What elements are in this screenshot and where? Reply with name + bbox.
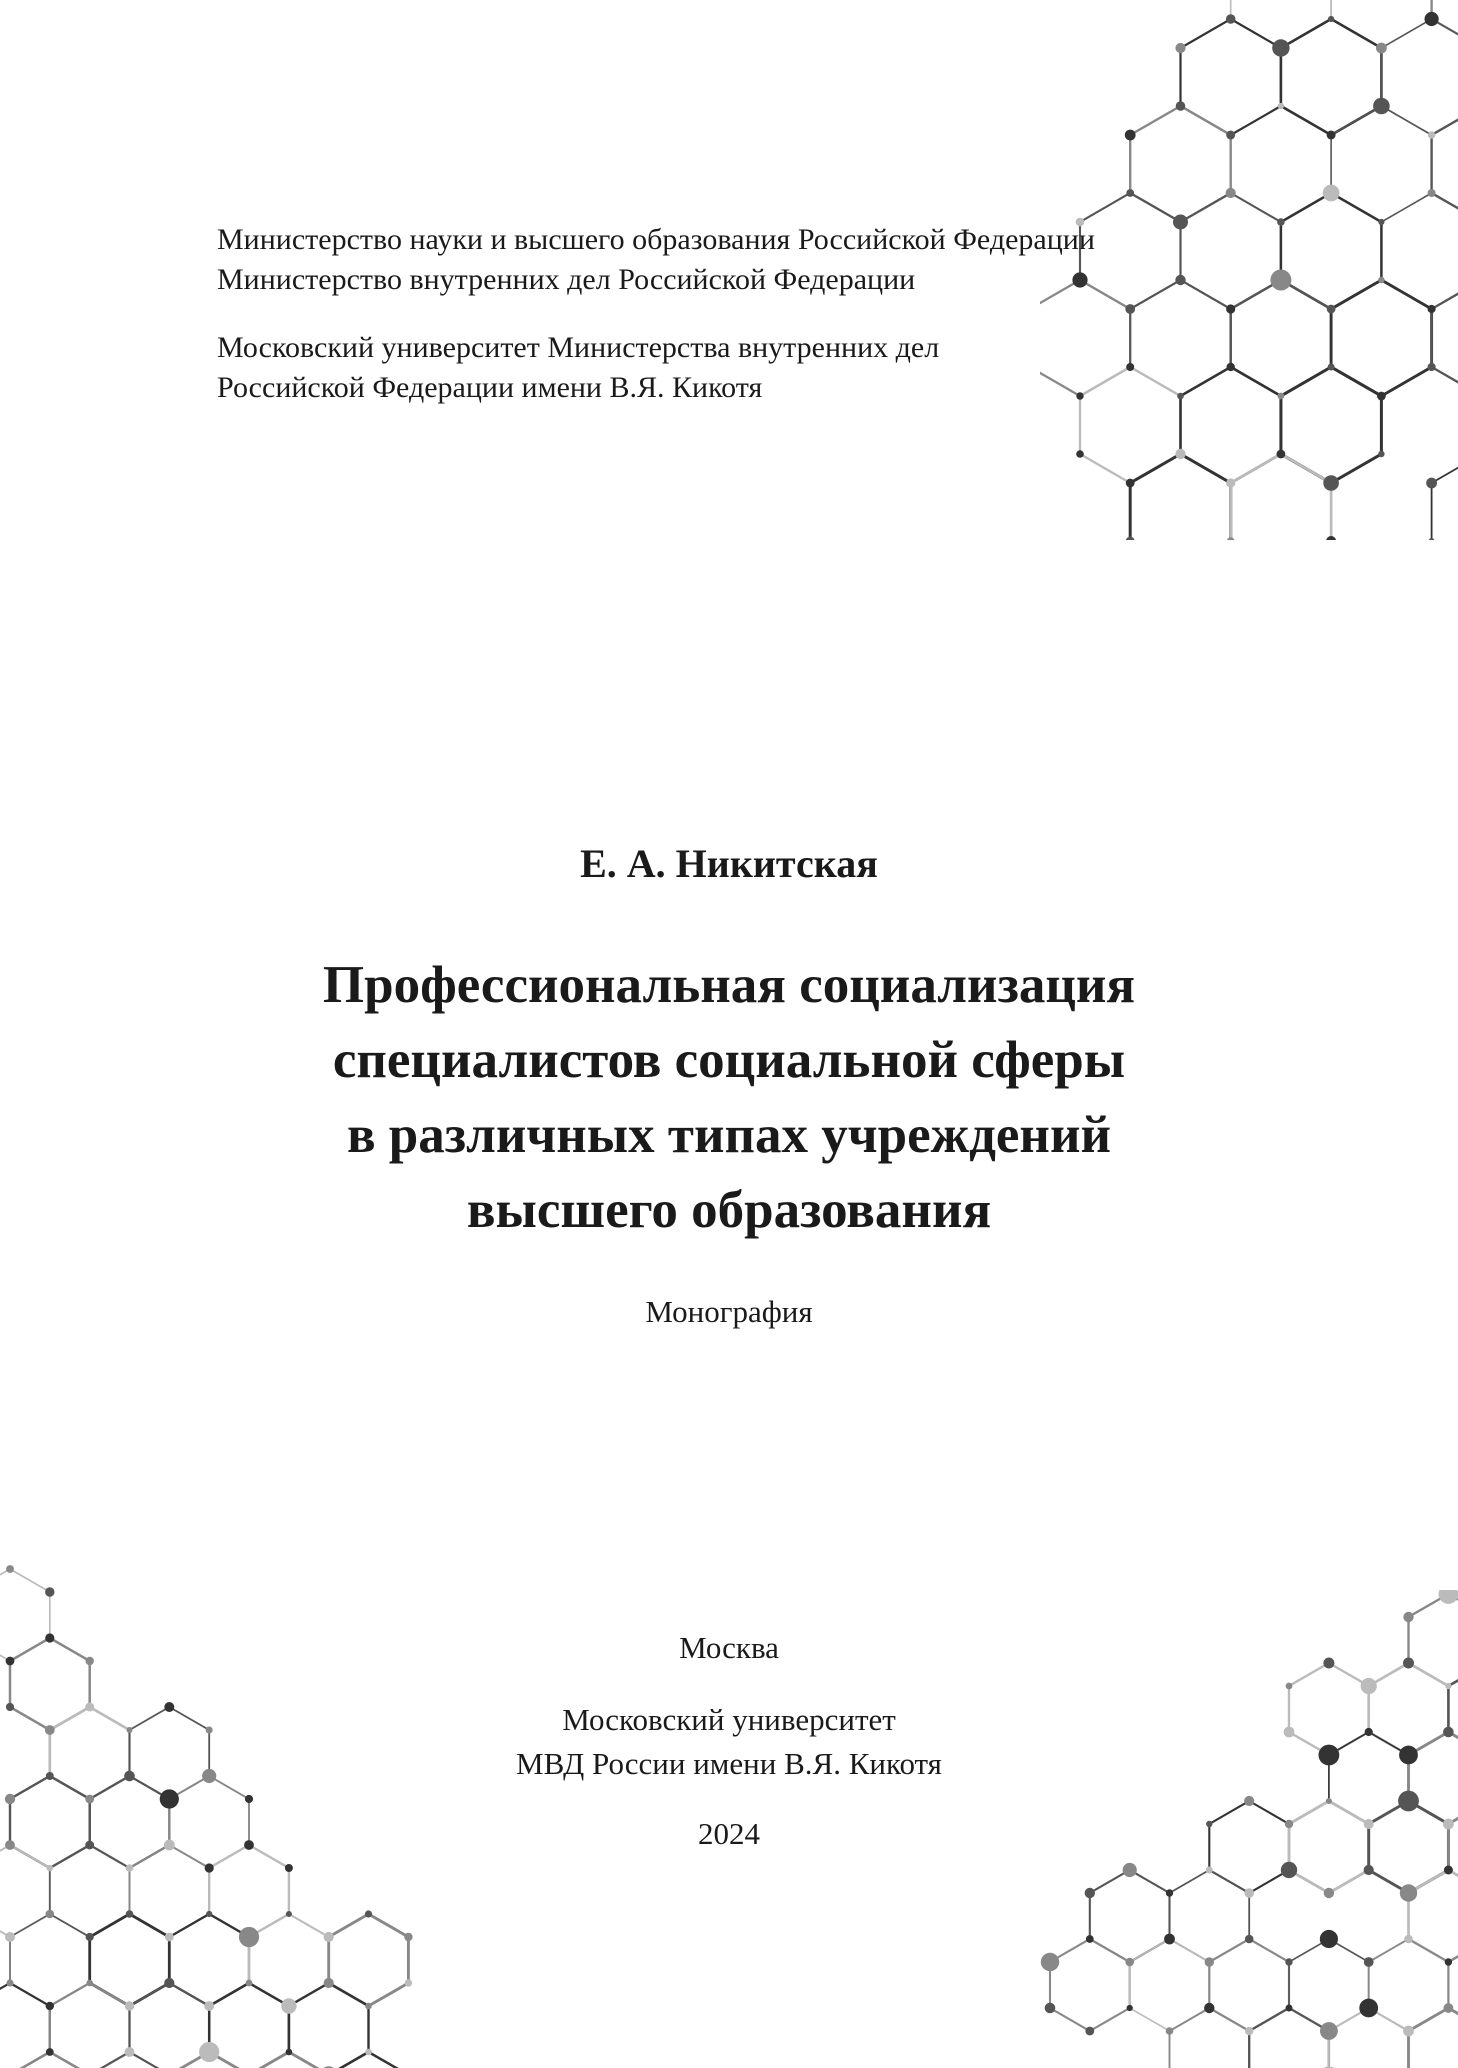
hexagon-network-bottom-right-svg — [1030, 1590, 1458, 2068]
publication-city: Москва — [679, 1630, 779, 1665]
header-block — [217, 220, 1217, 408]
publication-year: 2024 — [698, 1816, 760, 1851]
author-name: Е. А. Никитская — [580, 841, 878, 886]
university-line-2: Российской Федерации имени В.Я. Кикотя — [217, 371, 763, 404]
publisher-line-2: МВД России имени В.Я. Кикотя — [516, 1746, 942, 1781]
hexagon-network-bottom-right-icon — [1030, 1590, 1458, 2068]
title-line-4: высшего образования — [466, 1181, 992, 1239]
title-line-2: специалистов социальной сферы — [332, 1031, 1126, 1089]
hexagon-network-bottom-left-icon — [0, 1565, 430, 2068]
university-line-1: Московский университет Министерства внутренних дел — [217, 331, 940, 364]
book-title — [0, 948, 1458, 1248]
hexagon-network-bottom-left-svg — [0, 1565, 430, 2068]
title-line-1: Профессиональная социализация — [322, 956, 1136, 1014]
title-line-3: в различных типах учреждений — [346, 1106, 1112, 1164]
ministry-line-2: Министерство внутренних дел Российской Федерации — [217, 263, 916, 296]
publisher-line-1: Московский университет — [562, 1702, 896, 1737]
ministry-line-1: Министерство науки и высшего образования Российской Федерации — [217, 223, 1095, 256]
document-type: Монография — [645, 1294, 813, 1329]
